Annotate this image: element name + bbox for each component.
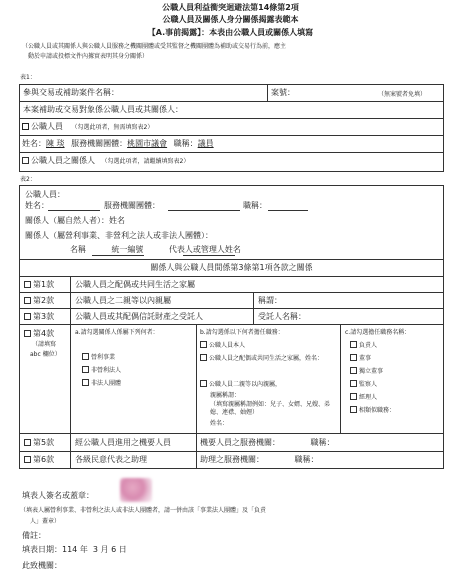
clause4-col-a-title: a.請勾選關係人係屬下列何者： bbox=[75, 329, 159, 336]
official-option-label: 公職人員 bbox=[31, 122, 63, 131]
clause4-sub1: （請填寫 bbox=[32, 341, 57, 348]
clause5-extra: 機要人員之服務機關： 職稱： bbox=[200, 438, 335, 447]
org-label: 服務機關團體： bbox=[71, 139, 128, 148]
table1-divider bbox=[19, 152, 444, 153]
t2-divider bbox=[19, 451, 444, 452]
official-org: 桃園市議會 bbox=[127, 139, 168, 148]
t2-divider bbox=[19, 433, 444, 434]
t2-related-org: 關係人（屬營利事業、非營利之法人或非法人團體）： bbox=[25, 231, 213, 240]
related-person-option-note: （勾選此項者，請繼續填寫表2） bbox=[101, 158, 190, 165]
col-a-item2-label: 非營利法人 bbox=[91, 367, 122, 374]
clause6-extra: 助理之服務機關： 職稱： bbox=[200, 455, 319, 464]
t2-official-label: 公職人員： bbox=[25, 190, 65, 199]
col-c-item5-label: 經理人 bbox=[359, 394, 378, 401]
clause5-text: 經公職人員進用之機要人員 bbox=[75, 438, 171, 447]
t2-related-person: 關係人（屬自然人者）：姓名 bbox=[25, 216, 125, 225]
case-number-label: 案號： bbox=[271, 88, 295, 97]
col-c-item2-label: 董事 bbox=[359, 355, 372, 362]
table1-divider bbox=[19, 118, 444, 119]
related-person-checkbox[interactable] bbox=[22, 157, 29, 164]
case-number-note: （無案號者免填） bbox=[378, 91, 427, 98]
clause4-option[interactable] bbox=[24, 329, 54, 339]
col-b-item3[interactable] bbox=[200, 380, 281, 389]
date-label: 填表日期： bbox=[22, 545, 62, 554]
col-b-relation-label: 親屬稱謂： bbox=[210, 392, 241, 399]
clause2-checkbox[interactable] bbox=[24, 297, 31, 304]
remark-label: 備註： bbox=[22, 531, 46, 540]
clause3-extra: 受託人名稱： bbox=[258, 312, 306, 321]
col-b-item1-label: 公職人員本人 bbox=[209, 342, 246, 349]
t2-divider bbox=[19, 292, 444, 293]
col-c-item3-label: 獨立董事 bbox=[359, 368, 384, 375]
clause3-option[interactable] bbox=[24, 312, 54, 322]
t2-divider bbox=[19, 259, 444, 260]
col-a-item1-checkbox[interactable] bbox=[82, 353, 89, 360]
agency-label: 此致機關： bbox=[22, 561, 62, 570]
clause6-option[interactable] bbox=[24, 455, 54, 465]
col-b-item2[interactable] bbox=[200, 354, 323, 363]
t2-org-line bbox=[168, 210, 240, 211]
clause3-text: 公職人員或其配偶信託財產之受託人 bbox=[75, 312, 203, 321]
signature-seal-redacted bbox=[120, 478, 152, 502]
col-a-item1[interactable] bbox=[82, 353, 115, 362]
col-a-item2-checkbox[interactable] bbox=[82, 366, 89, 373]
signature-note-line1: （填表人屬營利事業、非營利之法人或非法人團體者，請一併由該「事業法人團體」及「負責 bbox=[20, 507, 267, 514]
col-c-item1-label: 負責人 bbox=[359, 342, 378, 349]
table1-divider bbox=[267, 84, 268, 101]
official-option-note: （勾選此項者，無需填寫表2） bbox=[71, 124, 154, 131]
col-c-item2-checkbox[interactable] bbox=[350, 354, 357, 361]
related-person-option[interactable] bbox=[22, 156, 189, 166]
clause3-checkbox[interactable] bbox=[24, 313, 31, 320]
t2-org-name-line bbox=[92, 255, 144, 256]
t2-col-divider bbox=[70, 276, 71, 469]
t2-title-line bbox=[268, 210, 308, 211]
col-c-item6[interactable] bbox=[350, 406, 395, 415]
clause1-option[interactable] bbox=[24, 280, 54, 290]
clause2-option[interactable] bbox=[24, 296, 54, 306]
clause1-text: 公職人員之配偶或共同生活之家屬 bbox=[75, 280, 195, 289]
clause2-label: 第2款 bbox=[33, 296, 55, 305]
col-c-item5-checkbox[interactable] bbox=[350, 393, 357, 400]
case-name-label: 參與交易或補助案件名稱： bbox=[23, 88, 119, 97]
date-value: 114 年 3 月 6 日 bbox=[62, 545, 127, 554]
signature-note-line2: 人」蓋章） bbox=[30, 518, 61, 525]
related-person-option-label: 公職人員之關係人 bbox=[31, 156, 95, 165]
t2-org-label: 服務機關團體： bbox=[104, 201, 160, 210]
clause5-label: 第5款 bbox=[33, 438, 55, 447]
col-a-item3[interactable] bbox=[82, 379, 121, 388]
col-c-item1-checkbox[interactable] bbox=[350, 341, 357, 348]
col-b-item3-label: 公職人員二親等以內親屬， bbox=[209, 381, 282, 388]
col-a-item1-label: 營利事業 bbox=[91, 354, 116, 361]
col-c-item6-label: 相類似職務： bbox=[359, 407, 396, 414]
t2-divider bbox=[19, 276, 444, 277]
clause5-checkbox[interactable] bbox=[24, 439, 31, 446]
col-c-item4-checkbox[interactable] bbox=[350, 380, 357, 387]
col-b-name-label: 姓名： bbox=[210, 420, 229, 427]
col-c-item3-checkbox[interactable] bbox=[350, 367, 357, 374]
title-label: 職稱： bbox=[173, 139, 198, 148]
col-a-item3-label: 非法人團體 bbox=[91, 380, 122, 387]
t2-section-header: 關係人與公職人員間係第3條第1項各款之關係 bbox=[150, 263, 313, 272]
name-label: 姓名： bbox=[22, 139, 46, 148]
clause3-label: 第3款 bbox=[33, 312, 55, 321]
t2-name-line bbox=[48, 210, 100, 211]
form-title-line2: 公職人員及關係人身分關係揭露表範本 bbox=[162, 15, 299, 24]
col-c-item2[interactable] bbox=[350, 354, 371, 363]
official-option[interactable] bbox=[22, 122, 153, 132]
clause4-checkbox[interactable] bbox=[24, 330, 31, 337]
clause4-label: 第4款 bbox=[33, 329, 55, 338]
col-b-item1[interactable] bbox=[200, 341, 245, 350]
table1-divider bbox=[19, 135, 444, 136]
t2-divider bbox=[19, 324, 444, 325]
clause6-text: 各級民意代表之助理 bbox=[75, 455, 147, 464]
t2-name-label: 姓名： bbox=[25, 201, 49, 210]
col-c-item3[interactable] bbox=[350, 367, 383, 376]
t2-title-label: 職稱： bbox=[243, 201, 267, 210]
t2-org-id-line bbox=[183, 255, 235, 256]
table1-label: 表1： bbox=[20, 74, 36, 81]
form-note-line1: （公職人員或其關係人與公職人員服務之機關團體或受其監督之機關團體為補助或交易行為前，應主 bbox=[22, 43, 287, 50]
table1-divider bbox=[19, 101, 444, 102]
clause5-option[interactable] bbox=[24, 438, 54, 448]
form-title-line1: 公職人員利益衝突迴避法第14條第2項 bbox=[162, 3, 299, 12]
col-b-relation-note: （填寫親屬稱謂例如：兒子、女婿、兄嫂、弟媳、連襟、妯娌） bbox=[210, 401, 331, 416]
col-c-item1[interactable] bbox=[350, 341, 377, 350]
clause1-label: 第1款 bbox=[33, 280, 55, 289]
col-b-item3-checkbox[interactable] bbox=[200, 380, 207, 387]
official-name: 陳 琰 bbox=[46, 139, 65, 148]
col-a-item3-checkbox[interactable] bbox=[82, 379, 89, 386]
official-info bbox=[22, 139, 214, 149]
signature-label: 填表人簽名或蓋章： bbox=[22, 491, 94, 500]
official-checkbox[interactable] bbox=[22, 123, 29, 130]
subject-question: 本案補助或交易對象係公職人員或其關係人： bbox=[23, 105, 183, 114]
col-c-item5[interactable] bbox=[350, 393, 377, 402]
clause6-label: 第6款 bbox=[33, 455, 55, 464]
clause4-col-c-title: c.請勾選擔任職務名稱： bbox=[345, 329, 411, 336]
table2 bbox=[19, 185, 444, 469]
col-a-item2[interactable] bbox=[82, 366, 121, 375]
form-note-line2: 動於申請或投標文件內據實表明其身分關係） bbox=[28, 53, 149, 60]
col-c-item4-label: 監察人 bbox=[359, 381, 378, 388]
clause4-sub2: abc 欄位） bbox=[30, 351, 61, 358]
t2-col-divider bbox=[196, 433, 197, 469]
official-title: 議員 bbox=[197, 139, 214, 148]
table2-label: 表2： bbox=[20, 176, 36, 183]
clause2-text: 公職人員之二親等以內親屬 bbox=[75, 296, 171, 305]
col-c-item6-checkbox[interactable] bbox=[350, 406, 357, 413]
t2-col-divider bbox=[253, 292, 254, 324]
col-c-item4[interactable] bbox=[350, 380, 377, 389]
t2-related-org-fields: 名稱 統一編號 代表人或管理人姓名 bbox=[70, 245, 241, 254]
form-subtitle: 【A.事前揭露】：本表由公職人員或關係人填寫 bbox=[147, 28, 314, 37]
t2-col-divider bbox=[196, 324, 197, 433]
clause1-checkbox[interactable] bbox=[24, 281, 31, 288]
t2-col-divider bbox=[340, 324, 341, 433]
t2-divider bbox=[19, 308, 444, 309]
clause6-checkbox[interactable] bbox=[24, 456, 31, 463]
col-b-item1-checkbox[interactable] bbox=[200, 341, 207, 348]
col-b-item2-checkbox[interactable] bbox=[200, 354, 207, 361]
col-b-item2-label: 公職人員之配偶或共同生活之家屬，姓名： bbox=[209, 355, 324, 362]
clause2-extra: 稱謂： bbox=[258, 296, 282, 305]
clause4-col-b-title: b.請勾選係以下何者擔任職務： bbox=[200, 329, 284, 336]
